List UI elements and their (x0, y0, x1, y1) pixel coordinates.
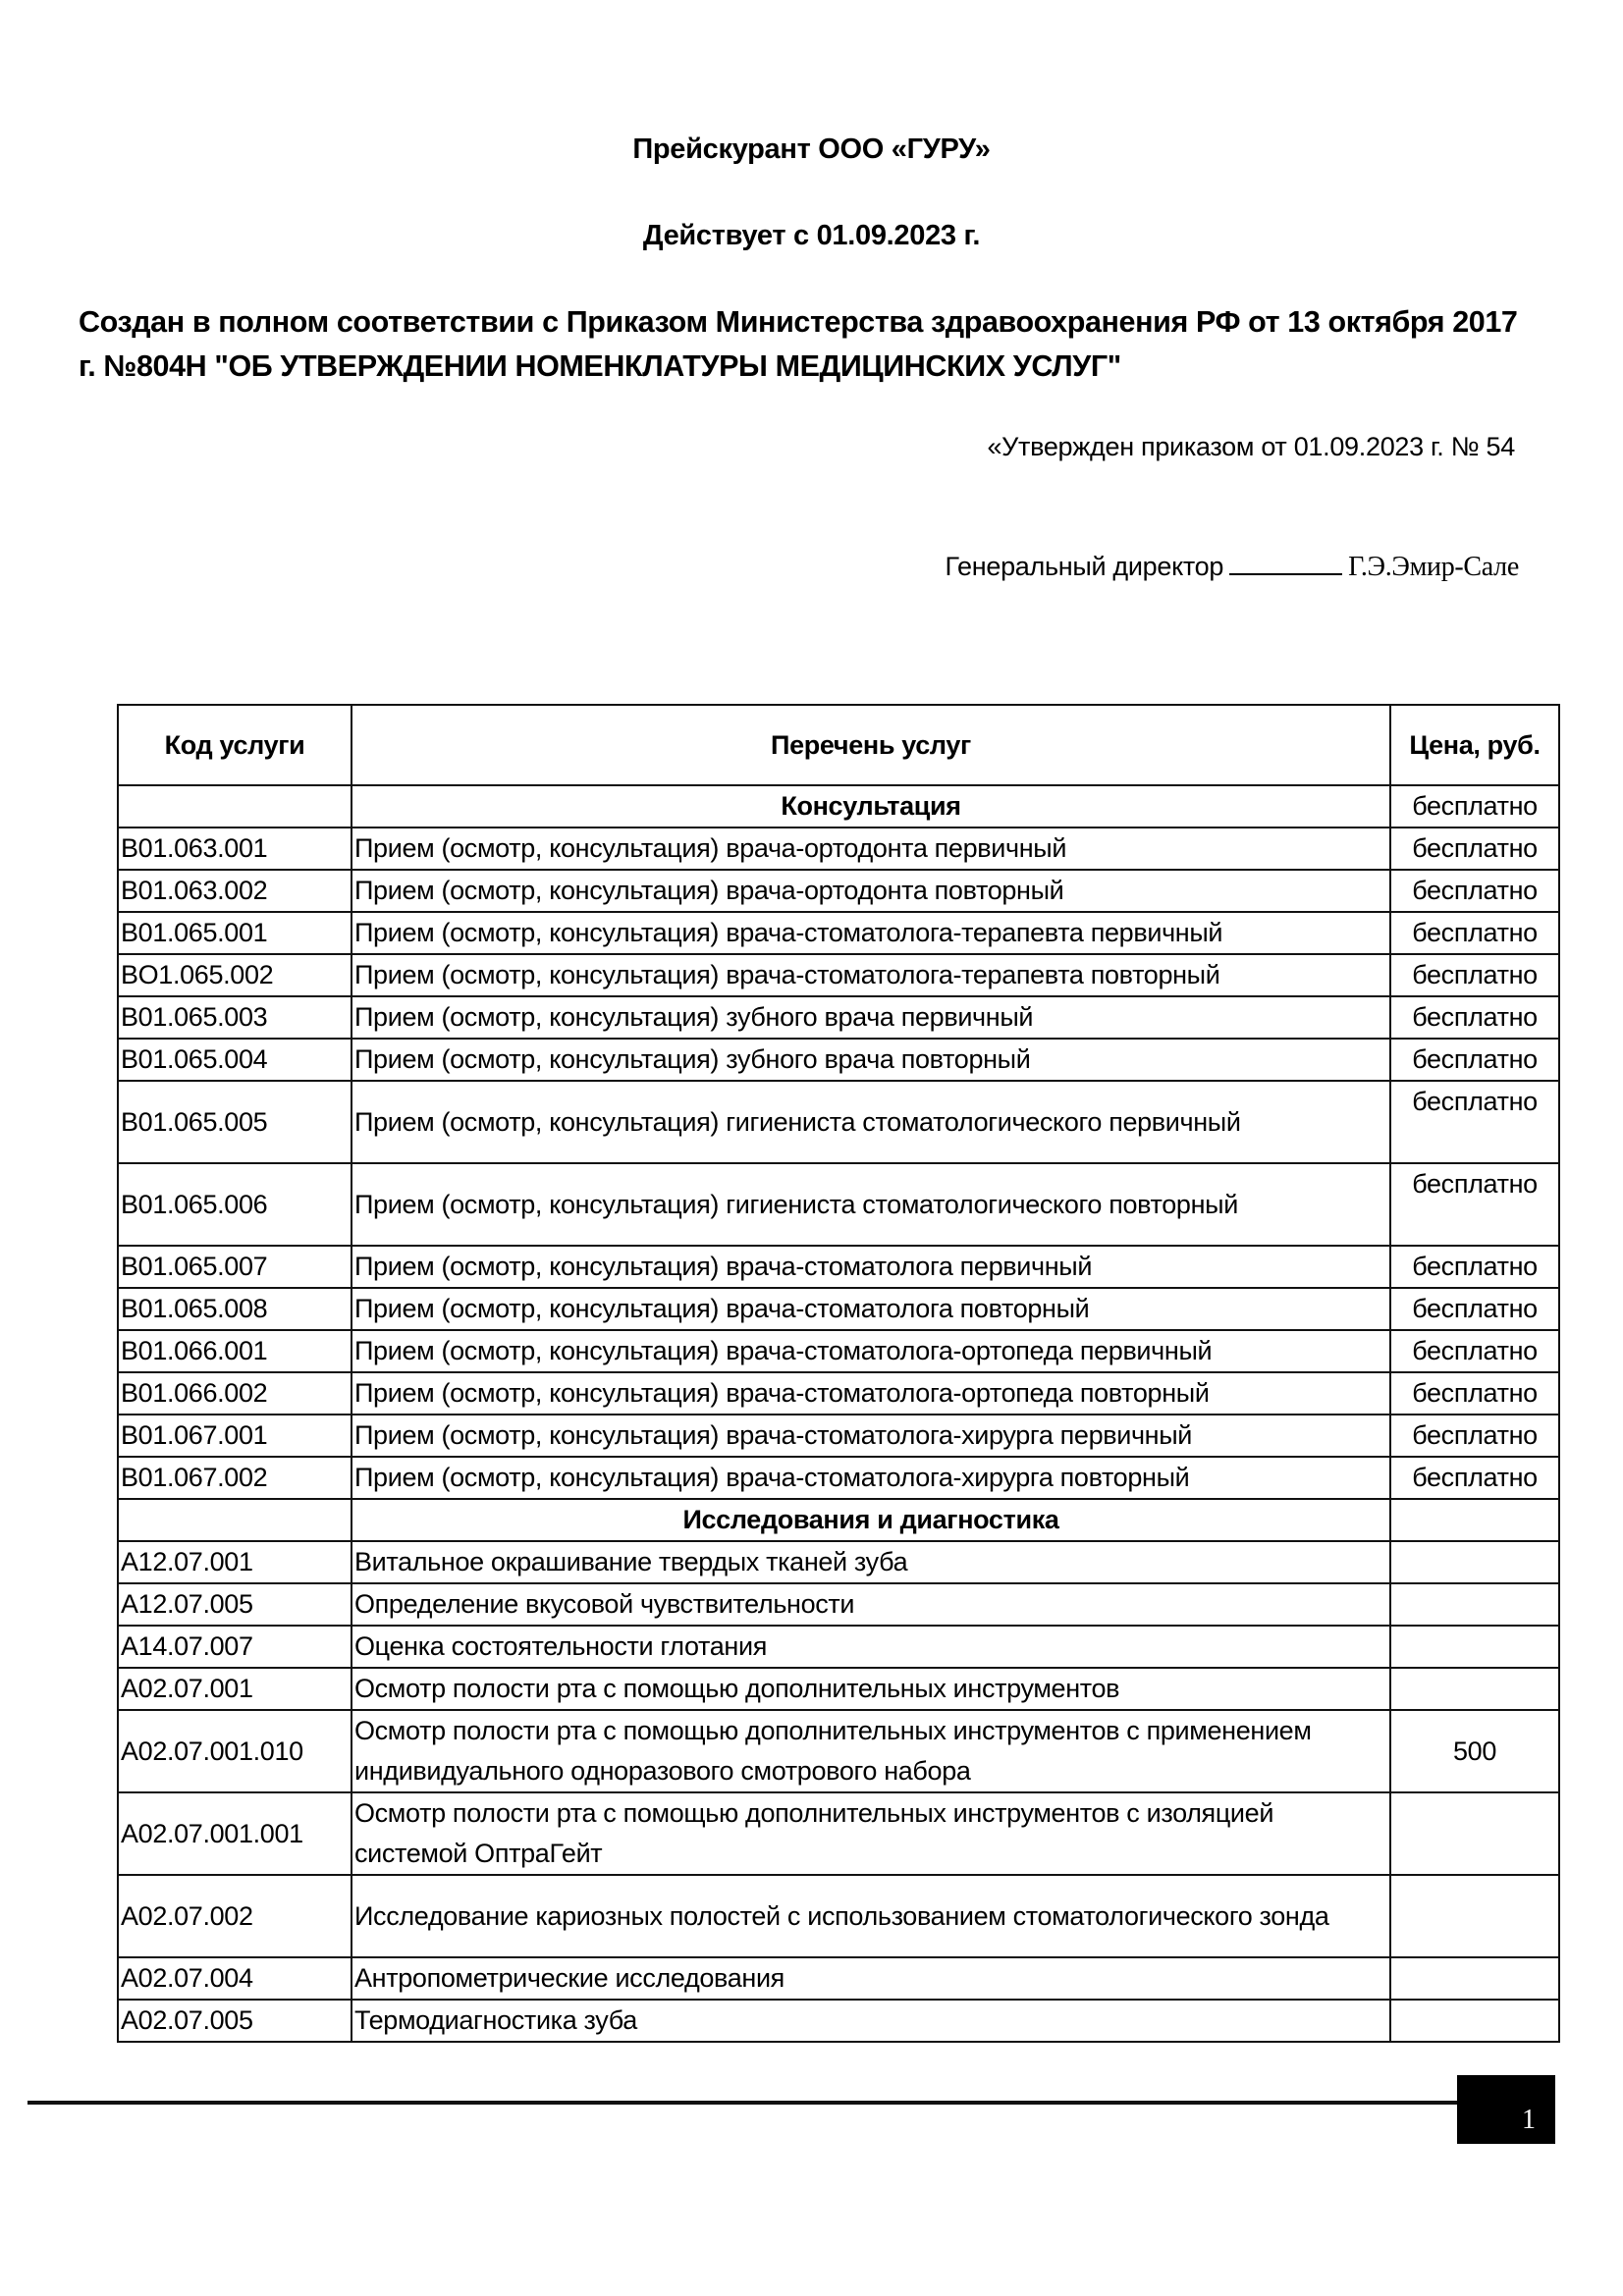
column-header-code: Код услуги (118, 705, 352, 785)
service-name-cell: Оценка состоятельности глотания (352, 1626, 1390, 1668)
service-name-cell: Прием (осмотр, консультация) зубного врача первичный (352, 996, 1390, 1039)
table-row (118, 1415, 1559, 1457)
price-cell: бесплатно (1390, 1372, 1559, 1415)
service-name-cell: Осмотр полости рта с помощью дополнительных инструментов с изоляцией системой ОптраГейт (352, 1792, 1390, 1875)
service-code-cell: B01.065.005 (118, 1081, 352, 1163)
service-name-cell: Консультация (352, 785, 1390, 828)
price-cell: бесплатно (1390, 870, 1559, 912)
service-name-cell: Прием (осмотр, консультация) зубного врача повторный (352, 1039, 1390, 1081)
service-name-cell: Прием (осмотр, консультация) врача-стоматолога повторный (352, 1288, 1390, 1330)
table-row (118, 1288, 1559, 1330)
price-cell: бесплатно (1390, 1415, 1559, 1457)
price-cell: бесплатно (1390, 996, 1559, 1039)
price-cell (1390, 1583, 1559, 1626)
effective-date: Действует с 01.09.2023 г. (642, 220, 981, 251)
page-number: 1 (1522, 2105, 1536, 2135)
price-cell: бесплатно (1390, 1081, 1559, 1163)
price-cell (1390, 1541, 1559, 1583)
signature-line (1229, 552, 1342, 575)
table-row (118, 1626, 1559, 1668)
price-cell (1390, 1668, 1559, 1710)
director-label: Генеральный директор (945, 552, 1224, 581)
service-code-cell: A02.07.005 (118, 2000, 352, 2042)
price-cell: бесплатно (1390, 954, 1559, 996)
footer-rule (27, 2101, 1463, 2105)
table-row (118, 996, 1559, 1039)
price-table (117, 704, 1560, 2043)
table-row (118, 870, 1559, 912)
service-name-cell: Прием (осмотр, консультация) врача-стоматолога-ортопеда повторный (352, 1372, 1390, 1415)
table-row (118, 828, 1559, 870)
service-name-cell: Прием (осмотр, консультация) врача-стоматолога первичный (352, 1246, 1390, 1288)
price-cell (1390, 2000, 1559, 2042)
service-code-cell: B01.063.001 (118, 828, 352, 870)
service-code-cell: A12.07.005 (118, 1583, 352, 1626)
price-cell: бесплатно (1390, 1039, 1559, 1081)
section-row (118, 785, 1559, 828)
service-name-cell: Исследования и диагностика (352, 1499, 1390, 1541)
service-name-cell: Прием (осмотр, консультация) гигиениста стоматологического первичный (352, 1081, 1390, 1163)
table-header-row (118, 705, 1559, 785)
service-code-cell: A02.07.001.010 (118, 1710, 352, 1792)
price-cell: бесплатно (1390, 828, 1559, 870)
price-cell (1390, 1626, 1559, 1668)
service-name-cell: Прием (осмотр, консультация) гигиениста стоматологического повторный (352, 1163, 1390, 1246)
service-code-cell: B01.066.001 (118, 1330, 352, 1372)
service-name-cell: Прием (осмотр, консультация) врача-ортодонта первичный (352, 828, 1390, 870)
column-header-services: Перечень услуг (352, 705, 1390, 785)
price-cell: 500 (1390, 1710, 1559, 1792)
price-cell: бесплатно (1390, 1163, 1559, 1246)
service-name-cell: Витальное окрашивание твердых тканей зуба (352, 1541, 1390, 1583)
service-name-cell: Прием (осмотр, консультация) врача-ортодонта повторный (352, 870, 1390, 912)
service-name-cell: Осмотр полости рта с помощью дополнительных инструментов с применением индивидуального одноразового смотрового набора (352, 1710, 1390, 1792)
table-row (118, 1081, 1559, 1163)
service-code-cell: B01.067.001 (118, 1415, 352, 1457)
table-row (118, 1875, 1559, 1957)
price-cell: бесплатно (1390, 1288, 1559, 1330)
page-number-box (1457, 2075, 1555, 2144)
service-code-cell: B01.065.006 (118, 1163, 352, 1246)
service-code-cell: A02.07.002 (118, 1875, 352, 1957)
service-code-cell: B01.065.008 (118, 1288, 352, 1330)
table-row (118, 2000, 1559, 2042)
price-cell: бесплатно (1390, 1246, 1559, 1288)
service-code-cell: A12.07.001 (118, 1541, 352, 1583)
price-cell (1390, 1957, 1559, 2000)
table-row (118, 1163, 1559, 1246)
service-code-cell: A02.07.004 (118, 1957, 352, 2000)
service-name-cell: Прием (осмотр, консультация) врача-стоматолога-терапевта повторный (352, 954, 1390, 996)
price-cell (1390, 1875, 1559, 1957)
price-cell: бесплатно (1390, 1457, 1559, 1499)
service-name-cell: Прием (осмотр, консультация) врача-стоматолога-хирурга повторный (352, 1457, 1390, 1499)
table-row (118, 912, 1559, 954)
table-row (118, 1792, 1559, 1875)
table-row (118, 1330, 1559, 1372)
service-code-cell: B01.065.007 (118, 1246, 352, 1288)
document-title: Прейскурант ООО «ГУРУ» (632, 133, 991, 165)
price-cell (1390, 1499, 1559, 1541)
service-name-cell: Термодиагностика зуба (352, 2000, 1390, 2042)
service-code-cell: A02.07.001.001 (118, 1792, 352, 1875)
table-body (118, 785, 1559, 2042)
price-cell: бесплатно (1390, 1330, 1559, 1372)
price-cell (1390, 1792, 1559, 1875)
table-row (118, 1457, 1559, 1499)
legal-basis: Создан в полном соответствии с Приказом Министерства здравоохранения РФ от 13 октября 2017 г. №804Н "ОБ УТВЕРЖДЕНИИ НОМЕНКЛАТУРЫ МЕДИЦИНСКИХ УСЛУГ" (79, 305, 1518, 383)
approval-note: «Утвержден приказом от 01.09.2023 г. № 54 (987, 432, 1515, 461)
service-code-cell: B01.067.002 (118, 1457, 352, 1499)
price-cell: бесплатно (1390, 785, 1559, 828)
service-code-cell (118, 785, 352, 828)
table-row (118, 1957, 1559, 2000)
service-code-cell: B01.063.002 (118, 870, 352, 912)
service-name-cell: Прием (осмотр, консультация) врача-стоматолога-терапевта первичный (352, 912, 1390, 954)
service-name-cell: Определение вкусовой чувствительности (352, 1583, 1390, 1626)
service-name-cell: Осмотр полости рта с помощью дополнительных инструментов (352, 1668, 1390, 1710)
service-name-cell: Исследование кариозных полостей с использованием стоматологического зонда (352, 1875, 1390, 1957)
service-name-cell: Антропометрические исследования (352, 1957, 1390, 2000)
price-cell: бесплатно (1390, 912, 1559, 954)
director-name: Г.Э.Эмир-Сале (1348, 552, 1519, 582)
service-code-cell (118, 1499, 352, 1541)
table-row (118, 1039, 1559, 1081)
table-row (118, 1710, 1559, 1792)
service-code-cell: BO1.065.002 (118, 954, 352, 996)
table-row (118, 1668, 1559, 1710)
service-name-cell: Прием (осмотр, консультация) врача-стоматолога-хирурга первичный (352, 1415, 1390, 1457)
service-code-cell: A02.07.001 (118, 1668, 352, 1710)
service-code-cell: B01.065.001 (118, 912, 352, 954)
table-row (118, 1541, 1559, 1583)
table-row (118, 954, 1559, 996)
service-name-cell: Прием (осмотр, консультация) врача-стоматолога-ортопеда первичный (352, 1330, 1390, 1372)
director-signature-block (946, 552, 1519, 583)
service-code-cell: B01.066.002 (118, 1372, 352, 1415)
section-row (118, 1499, 1559, 1541)
table-row (118, 1583, 1559, 1626)
table-row (118, 1246, 1559, 1288)
column-header-price: Цена, руб. (1390, 705, 1559, 785)
service-code-cell: A14.07.007 (118, 1626, 352, 1668)
service-code-cell: B01.065.003 (118, 996, 352, 1039)
table-row (118, 1372, 1559, 1415)
service-code-cell: B01.065.004 (118, 1039, 352, 1081)
